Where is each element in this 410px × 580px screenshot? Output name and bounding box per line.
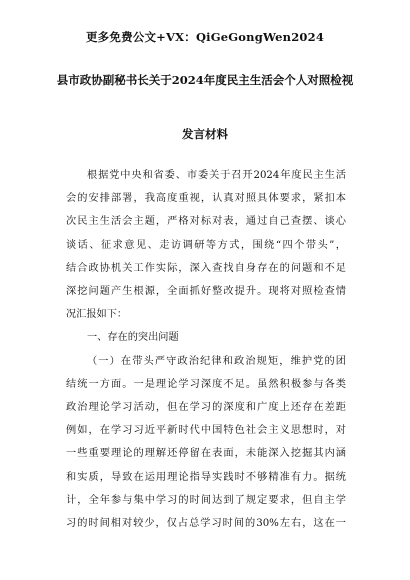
title-line-2: 发言材料 bbox=[182, 127, 228, 141]
body-line: 结统一方面。一是理论学习深度不足。虽然积极参与各类 bbox=[66, 378, 346, 390]
body-line: 政治理论学习活动，但在学习的深度和广度上还存在差距 bbox=[66, 402, 346, 414]
body-line: 习的时间相对较少，仅占总学习时间的30%左右，这在一 bbox=[66, 518, 346, 530]
body-line: 谈话、征求意见、走访调研等方式，围绕“四个带头”， bbox=[66, 239, 346, 251]
section-heading: 一、存在的突出问题 bbox=[87, 332, 179, 344]
document-body bbox=[66, 164, 346, 535]
body-line: 结合政协机关工作实际，深入查找自身存在的问题和不足 bbox=[66, 262, 346, 274]
body-line: 况汇报如下： bbox=[66, 309, 128, 321]
body-line: 会的安排部署，我高度重视，认真对照具体要求，紧扣本 bbox=[66, 193, 346, 205]
body-line: （一）在带头严守政治纪律和政治规矩，维护党的团 bbox=[87, 355, 346, 367]
title-line-1: 县市政协副秘书长关于2024年度民主生活会个人对照检视 bbox=[56, 73, 354, 87]
body-line: 次民主生活会主题，严格对标对表，通过自己查摆、谈心 bbox=[66, 216, 346, 228]
promo-header: 更多免费公文+VX：QiGeGongWen2024 bbox=[85, 30, 325, 44]
body-line: 根据党中央和省委、市委关于召开2024年度民主生活 bbox=[87, 170, 346, 181]
body-line: 和实质，导致在运用理论指导实践时不够精准有力。据统 bbox=[66, 471, 346, 483]
body-line: 一些重要理论的理解还停留在表面，未能深入挖掘其内涵 bbox=[66, 448, 346, 460]
body-line: 深挖问题产生根源，全面抓好整改提升。现将对照检查情 bbox=[66, 286, 346, 298]
body-line: 例如，在学习习近平新时代中国特色社会主义思想时，对 bbox=[66, 425, 346, 437]
body-line: 计，全年参与集中学习的时间达到了规定要求，但自主学 bbox=[66, 494, 346, 506]
